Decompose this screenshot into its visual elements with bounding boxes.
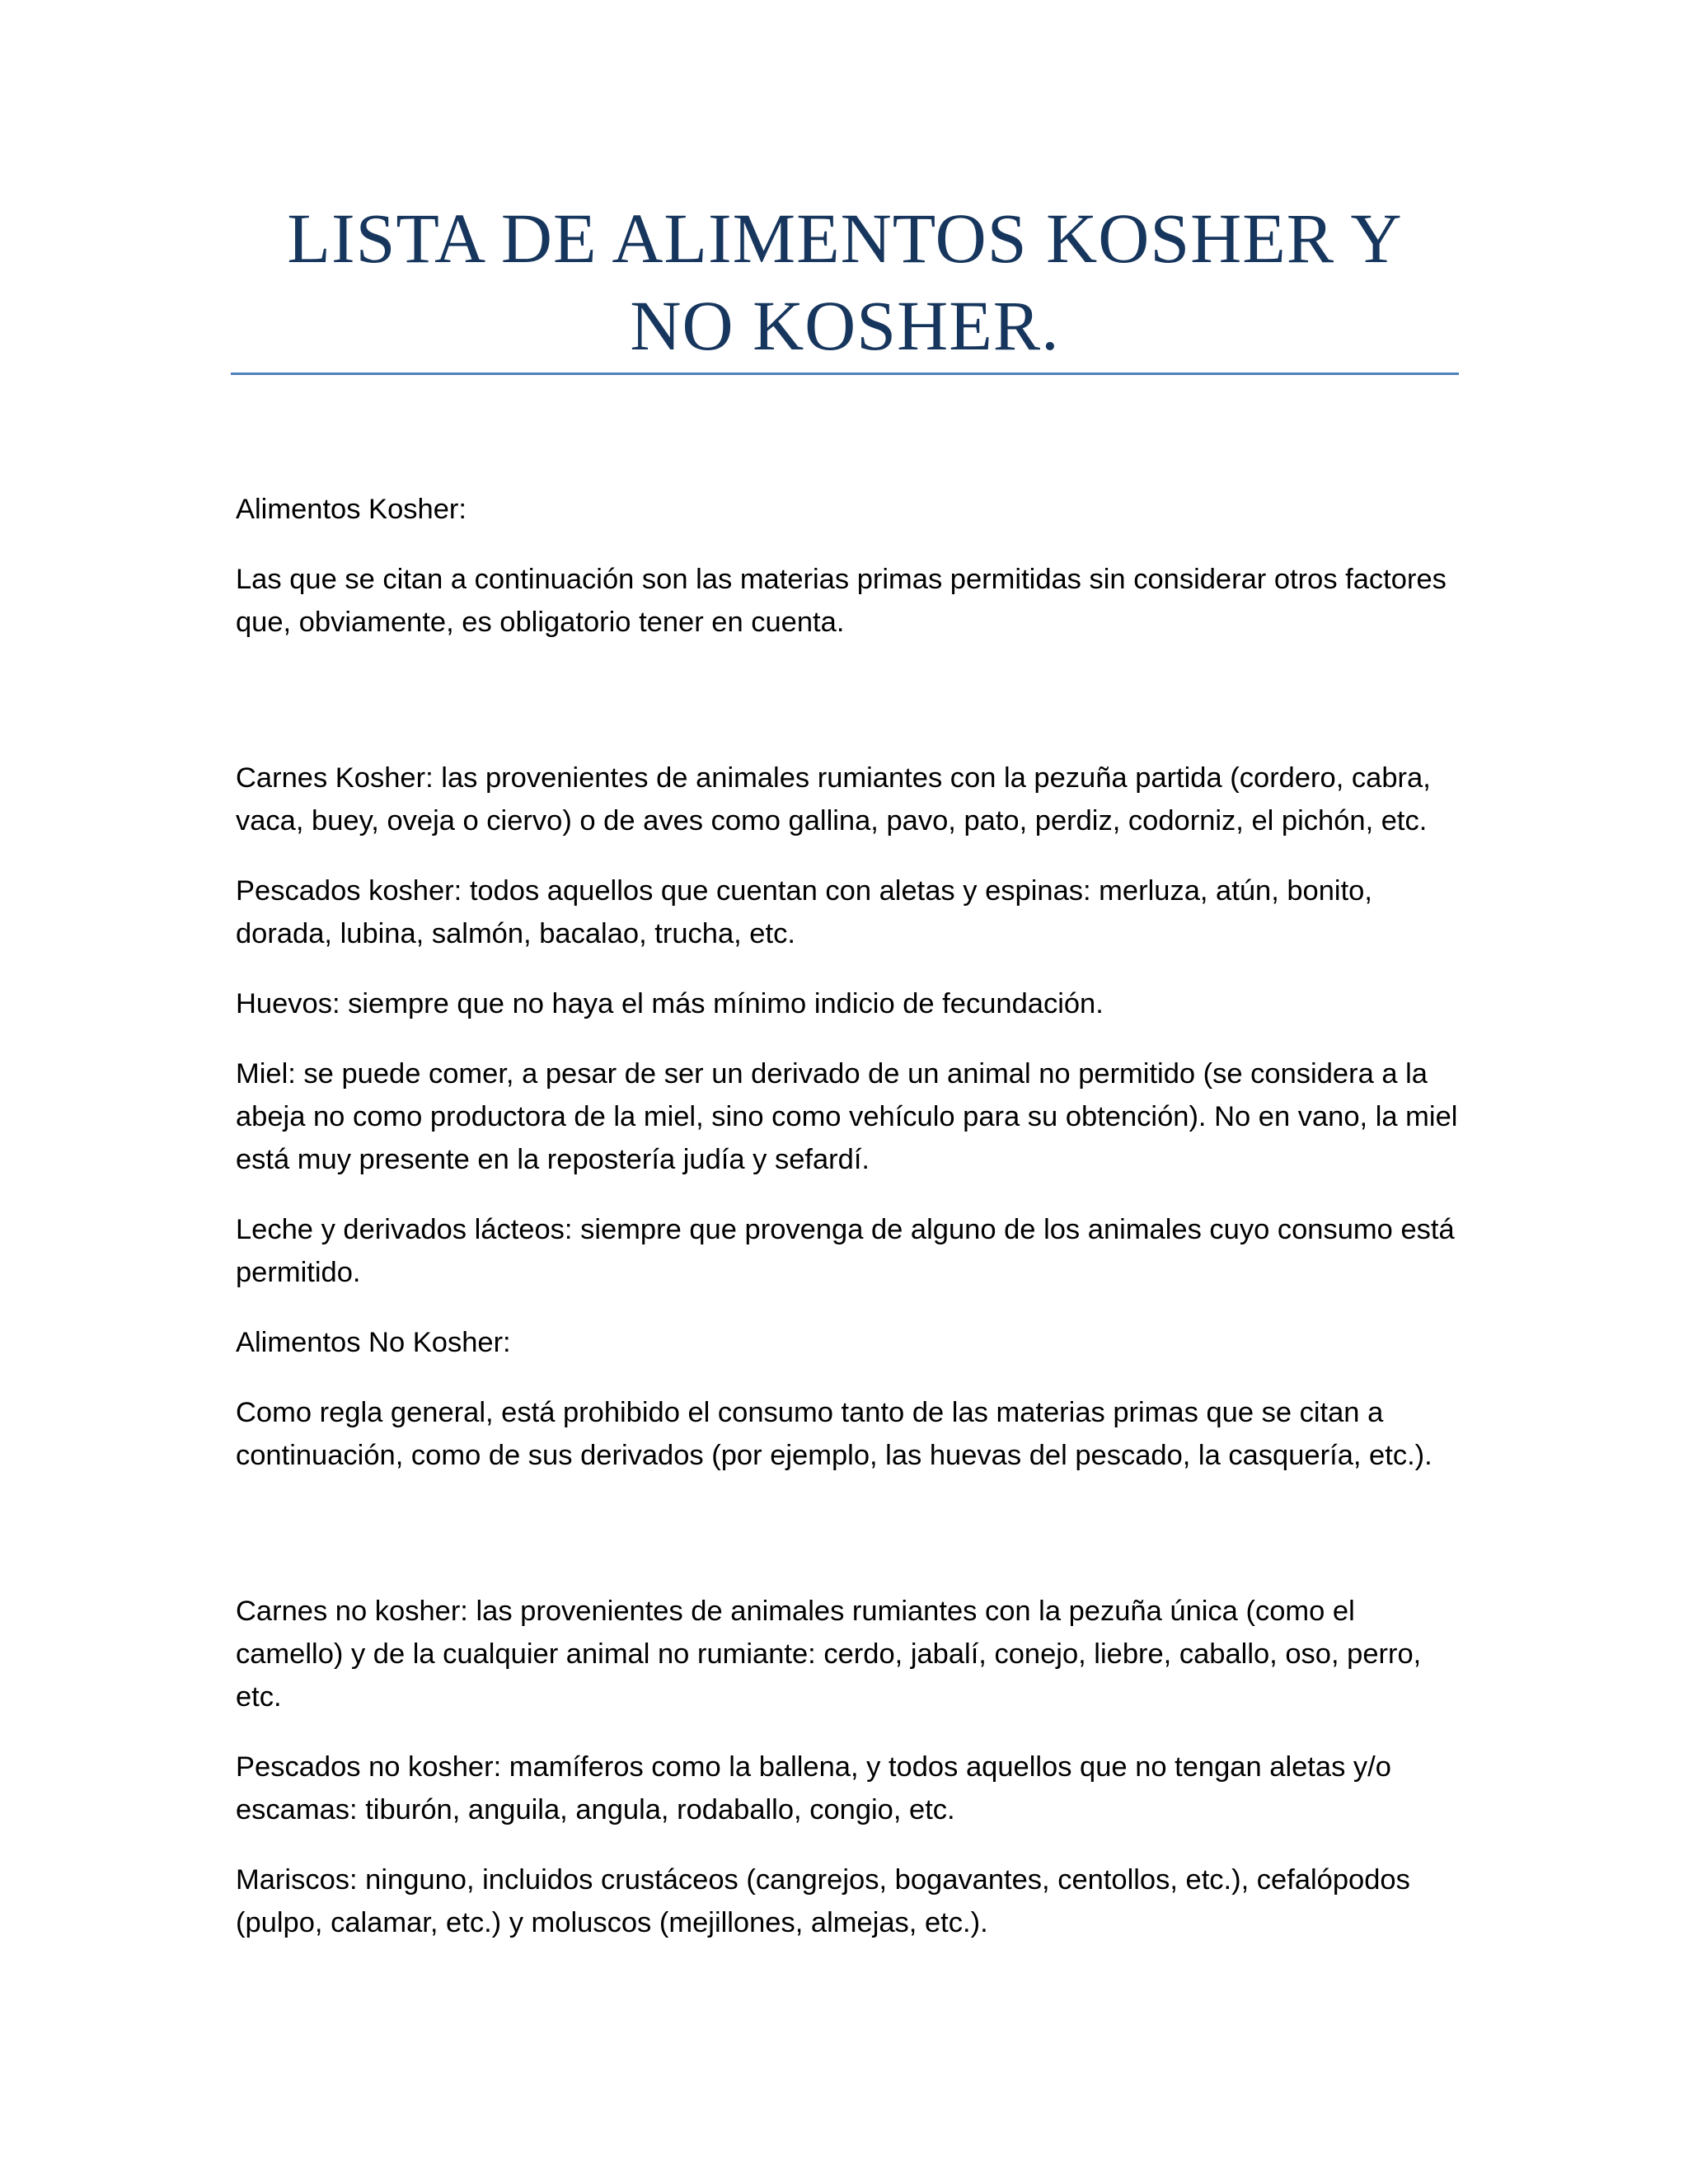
paragraph-pescados-kosher: Pescados kosher: todos aquellos que cuentan con aletas y espinas: merluza, atún, bonito, dorada, lubina, salmón, bacalao, trucha, etc. bbox=[236, 875, 1372, 949]
paragraph-pescados-no-kosher: Pescados no kosher: mamíferos como la ballena, y todos aquellos que no tengan aletas y/o escamas: tiburón, anguila, angula, rodaballo, congio, etc. bbox=[236, 1751, 1391, 1825]
paragraph-intro-no-kosher: Como regla general, está prohibido el consumo tanto de las materias primas que se citan a continuación, como de sus derivados (por ejemplo, las huevas del pescado, la casquería, etc.). bbox=[236, 1397, 1432, 1471]
paragraph-miel: Miel: se puede comer, a pesar de ser un derivado de un animal no permitido (se considera a la abeja no como productora de la miel, sino como vehículo para su obtención). No en vano, la miel está muy presente en la repostería judía y sefardí. bbox=[236, 1058, 1458, 1175]
paragraph-carnes-kosher: Carnes Kosher: las provenientes de animales rumiantes con la pezuña partida (cordero, cabra, vaca, buey, oveja o ciervo) o de aves como gallina, pavo, pato, perdiz, codorniz, el pichón, etc. bbox=[236, 762, 1431, 837]
section-heading-kosher: Alimentos Kosher: bbox=[236, 494, 467, 525]
paragraph-intro-kosher: Las que se citan a continuación son las materias primas permitidas sin considerar otros factores que, obviamente, es obligatorio tener en cuenta. bbox=[236, 564, 1447, 638]
paragraph-mariscos: Mariscos: ninguno, incluidos crustáceos (cangrejos, bogavantes, centollos, etc.), cefalópodos (pulpo, calamar, etc.) y moluscos (mejillones, almejas, etc.). bbox=[236, 1864, 1410, 1938]
title-underline bbox=[231, 373, 1459, 375]
paragraph-leche: Leche y derivados lácteos: siempre que provenga de alguno de los animales cuyo consumo está permitido. bbox=[236, 1214, 1455, 1288]
document-body bbox=[236, 488, 1464, 1971]
title-block bbox=[231, 194, 1459, 369]
paragraph-carnes-no-kosher: Carnes no kosher: las provenientes de animales rumiantes con la pezuña única (como el camello) y de la cualquier animal no rumiante: cerdo, jabalí, conejo, liebre, caballo, oso, perro, etc. bbox=[236, 1596, 1422, 1713]
section-heading-no-kosher: Alimentos No Kosher: bbox=[236, 1327, 511, 1358]
paragraph-huevos: Huevos: siempre que no haya el más mínimo indicio de fecundación. bbox=[236, 988, 1104, 1019]
document-title: LISTA DE ALIMENTOS KOSHER Y NO KOSHER. bbox=[287, 199, 1403, 365]
